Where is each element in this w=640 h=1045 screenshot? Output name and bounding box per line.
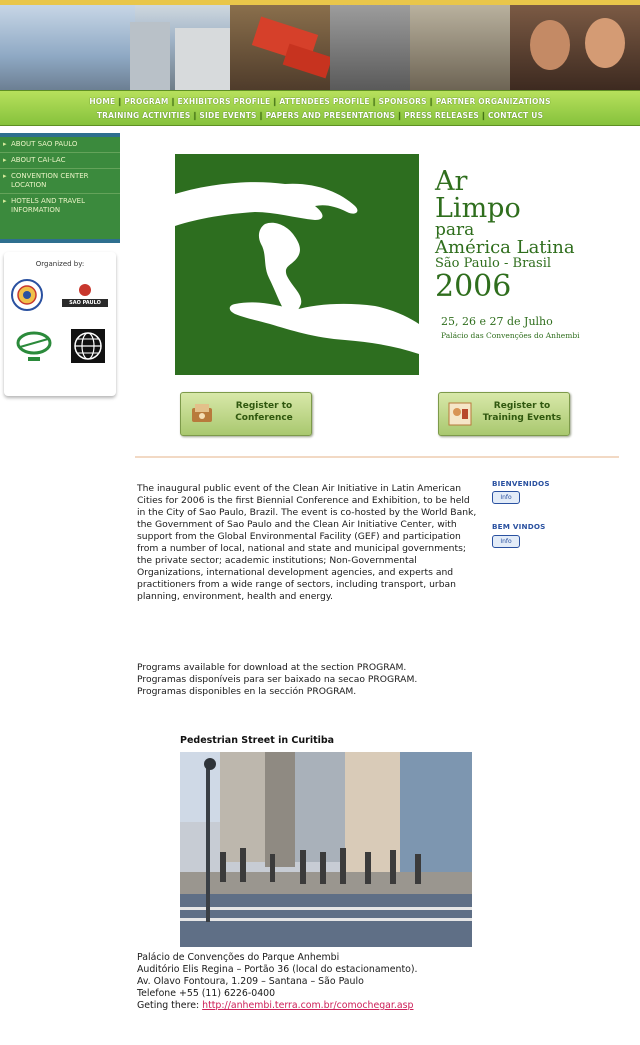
nav-partner-organizations[interactable]: PARTNER ORGANIZATIONS [435,97,551,106]
event-dates: 25, 26 e 27 de Julho [441,315,553,328]
training-icon [446,400,474,428]
address-line-2: Auditório Elis Regina – Portão 36 (local do estacionamento). [137,964,418,975]
sidebar-item-convention-center[interactable]: ▸ CONVENTION CENTER LOCATION [0,169,120,194]
title-america-latina: América Latina [435,237,575,258]
getting-there-row [137,1000,418,1012]
nav-separator: | [171,97,175,106]
programs-line-pt: Programas disponíveis para ser baixado na secao PROGRAM. [137,674,418,685]
register-conference-label: Register to Conference [235,401,293,423]
sidebar-item-hotels-travel[interactable]: ▸ HOTELS AND TRAVEL INFORMATION [0,194,120,218]
nav-separator: | [193,111,197,120]
address-phone: Telefone +55 (11) 6226-0400 [137,988,276,999]
nav-contact-us[interactable]: CONTACT US [487,111,544,120]
programs-line-es: Programas disponibles en la sección PROGRAM. [137,686,357,697]
nav-row-1 [0,97,640,106]
nav-training-activities[interactable]: TRAINING ACTIVITIES [96,111,191,120]
nav-sponsors[interactable]: SPONSORS [378,97,427,106]
event-title [435,168,580,340]
venue-address [137,952,418,1012]
nav-separator: | [273,97,277,106]
title-para: para [435,220,475,240]
curitiba-street-photo [180,752,472,947]
content-divider [135,456,619,458]
sidebar-menu [0,133,120,243]
nav-program[interactable]: PROGRAM [124,97,169,106]
nav-separator: | [259,111,263,120]
title-year: 2006 [435,269,512,304]
title-sao-paulo: São Paulo - Brasil [435,256,552,271]
hero-hands-globe-graphic [175,154,419,375]
bienvenidos-link[interactable]: BIENVENIDOS [492,479,550,488]
nav-separator: | [429,97,433,106]
organizers-box [4,252,116,396]
intro-paragraph: The inaugural public event of the Clean Air Initiative in Latin American Cities for 2006 is the first Biennial Conference and Exhibition, to be held in the City of Sao Paulo, Brazil. The event is co-hosted by the World Bank, the Government of Sao Paulo and the Clean Air Initiative Center, with support from the Global Environmental Facility (GEF) and participation from a number of local, national and state and municipal governments; the private sector; academic institutions; Non-Governmental Organizations, international development agencies, and experts and practitioners from a wide range of sectors, including transport, urban planning, environment, health and energy. [137,483,477,602]
world-bank-logo[interactable] [70,328,106,364]
bem-vindos-info-button[interactable]: Info [492,535,520,548]
title-ar: Ar [435,166,468,197]
main-nav [0,90,640,126]
nav-separator: | [372,97,376,106]
register-training-label: Register to Training Events [482,401,562,423]
event-venue: Palácio das Convenções do Anhembi [441,331,580,340]
register-conference-button[interactable] [180,392,312,436]
nav-press-releases[interactable]: PRESS RELEASES [404,111,479,120]
cai-lac-logo[interactable] [10,278,44,312]
photo-caption: Pedestrian Street in Curitiba [180,735,335,746]
bienvenidos-info-button[interactable]: Info [492,491,520,504]
nav-separator: | [482,111,485,120]
programs-note [137,662,487,698]
register-training-button[interactable] [438,392,570,436]
nav-side-events[interactable]: SIDE EVENTS [199,111,257,120]
programs-line-en: Programs available for download at the section PROGRAM. [137,662,407,673]
address-line-1: Palácio de Convenções do Parque Anhembi [137,952,340,963]
title-limpo: Limpo [435,193,521,224]
nav-row-2 [0,111,640,120]
nav-attendees-profile[interactable]: ATTENDEES PROFILE [279,97,370,106]
conference-icon [188,400,216,428]
address-line-3: Av. Olavo Fontoura, 1.209 – Santana – São Paulo [137,976,364,987]
nav-home[interactable]: HOME [89,97,116,106]
nav-exhibitors-profile[interactable]: EXHIBITORS PROFILE [177,97,271,106]
bem-vindos-link[interactable]: BEM VINDOS [492,522,546,531]
gef-logo[interactable] [14,328,54,364]
getting-there-label: Geting there: [137,1000,203,1011]
sidebar-item-about-cai-lac[interactable]: ▸ ABOUT CAI-LAC [0,153,120,169]
nav-separator: | [398,111,402,120]
header-banner [0,0,640,90]
nav-papers-and-presentations[interactable]: PAPERS AND PRESENTATIONS [265,111,396,120]
nav-separator: | [118,97,122,106]
sidebar-item-about-sao-paulo[interactable]: ▸ ABOUT SAO PAULO [0,137,120,153]
sao-paulo-logo[interactable] [60,282,110,312]
sao-paulo-logo-text: SAO PAULO [69,300,101,306]
directions-link[interactable]: http://anhembi.terra.com.br/comochegar.asp [202,1000,414,1011]
organizers-title: Organized by: [35,260,85,268]
